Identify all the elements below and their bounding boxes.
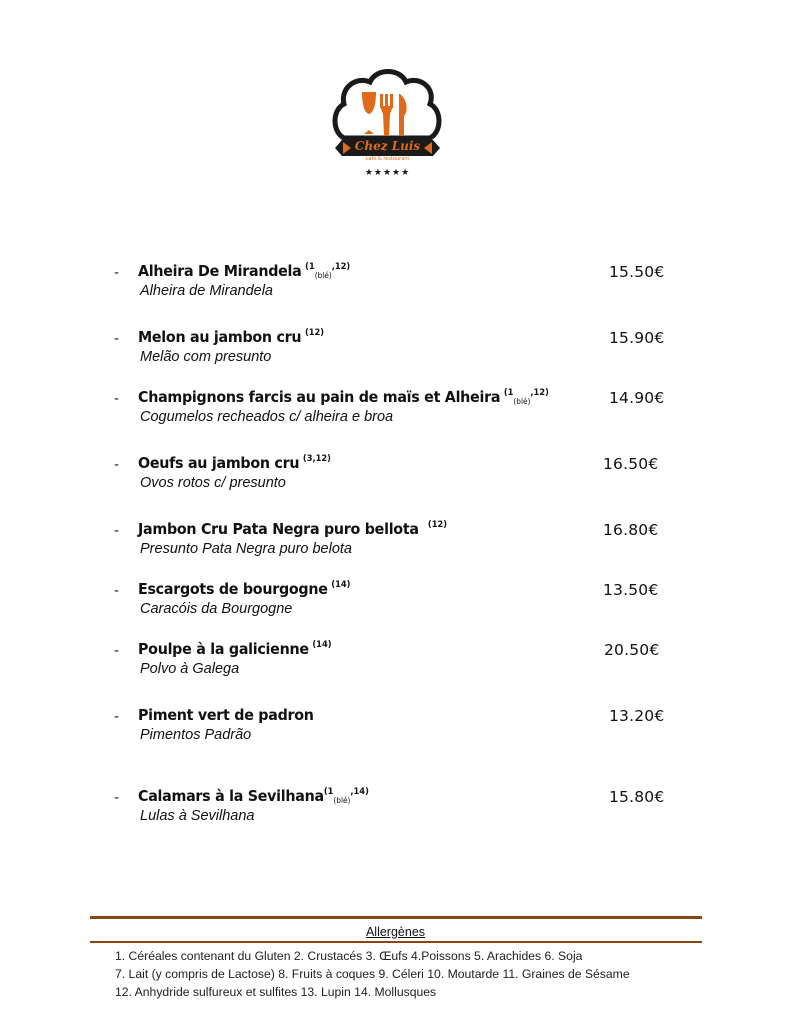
allergens-title: Allergènes [365, 925, 426, 939]
menu-item [0, 580, 791, 628]
dish-translation: Cogumelos recheados c/ alheira e broa [140, 409, 394, 425]
dash: - [114, 390, 119, 407]
dash: - [114, 582, 119, 599]
dish-translation: Caracóis da Bourgogne [140, 601, 293, 617]
dish-price: 13.50€ [603, 581, 659, 599]
dish-name: Escargots de bourgogne $^{(14)}$ [138, 580, 351, 598]
allergen-codes: (12) [427, 520, 448, 530]
logo-tagline: café & restaurant [365, 156, 410, 162]
allergen-codes: (1(blé),12) [503, 388, 549, 406]
menu-item [0, 520, 791, 568]
dish-translation: Lulas à Sevilhana [140, 808, 255, 824]
allergen-codes: (1(blé),12) [305, 262, 351, 280]
dish-price: 13.20€ [609, 707, 665, 725]
dish-price: 16.50€ [603, 455, 659, 473]
dish-name: Calamars à la Sevilhana$^{(1(blé),14)}$ [138, 787, 369, 805]
allergen-codes: (14) [312, 640, 332, 650]
dish-name: Champignons farcis au pain de maïs et Alheira $^{(1(blé),12)}$ [138, 388, 549, 406]
menu-item [0, 328, 791, 376]
dish-price: 15.90€ [609, 329, 665, 347]
allergen-codes: (12) [304, 328, 325, 338]
knife-icon [399, 94, 407, 136]
dish-name: Oeufs au jambon cru $^{(3,12)}$ [138, 454, 331, 472]
dish-name: Poulpe à la galicienne $^{(14)}$ [138, 640, 332, 658]
dish-translation: Pimentos Padrão [140, 727, 252, 743]
menu-item [0, 454, 791, 502]
dish-name: Melon au jambon cru $^{(12)}$ [138, 328, 325, 346]
dish-price: 16.80€ [603, 521, 659, 539]
allergens-line: 7. Lait (y compris de Lactose) 8. Fruits à coques 9. Céleri 10. Moutarde 11. Graines de Sésame [115, 967, 630, 981]
allergens-line: 12. Anhydride sulfureux et sulfites 13. Lupin 14. Mollusques [115, 985, 437, 999]
dash: - [114, 522, 119, 539]
dish-translation: Polvo à Galega [140, 661, 240, 677]
dish-price: 20.50€ [604, 641, 660, 659]
dash: - [114, 708, 119, 725]
allergens-top-rule [90, 916, 702, 919]
menu-item [0, 706, 791, 754]
dish-translation: Ovos rotos c/ presunto [140, 475, 286, 491]
dish-name: Piment vert de padron [138, 706, 314, 724]
allergens-bottom-rule [90, 941, 702, 943]
menu-item [0, 262, 791, 310]
menu-item [0, 640, 791, 688]
wine-glass-icon [362, 92, 376, 134]
dash: - [114, 642, 119, 659]
dish-price: 15.50€ [609, 263, 665, 281]
allergen-codes: (14) [331, 580, 351, 590]
menu-item [0, 388, 791, 436]
logo-name: Chez Luis [354, 139, 421, 153]
dish-name: Jambon Cru Pata Negra puro bellota $^{(12)}$ [138, 520, 448, 538]
allergen-codes: (3,12) [302, 454, 331, 464]
dash: - [114, 789, 119, 806]
dish-price: 15.80€ [609, 788, 665, 806]
dish-translation: Melão com presunto [140, 349, 272, 365]
dish-translation: Presunto Pata Negra puro belota [140, 541, 352, 557]
dash: - [114, 264, 119, 281]
logo-stars: ★★★★★ [364, 168, 411, 178]
dish-name: Alheira De Mirandela $^{(1(blé),12)}$ [138, 262, 351, 280]
dash: - [114, 456, 119, 473]
dish-translation: Alheira de Mirandela [140, 283, 273, 299]
allergen-codes: (1(blé),14) [323, 787, 369, 805]
fork-icon [380, 94, 393, 136]
menu-item [0, 787, 791, 835]
dish-price: 14.90€ [609, 389, 665, 407]
chez-luis-logo [330, 66, 445, 191]
dash: - [114, 330, 119, 347]
allergens-line: 1. Céréales contenant du Gluten 2. Crustacés 3. Œufs 4.Poissons 5. Arachides 6. Soja [115, 949, 583, 963]
